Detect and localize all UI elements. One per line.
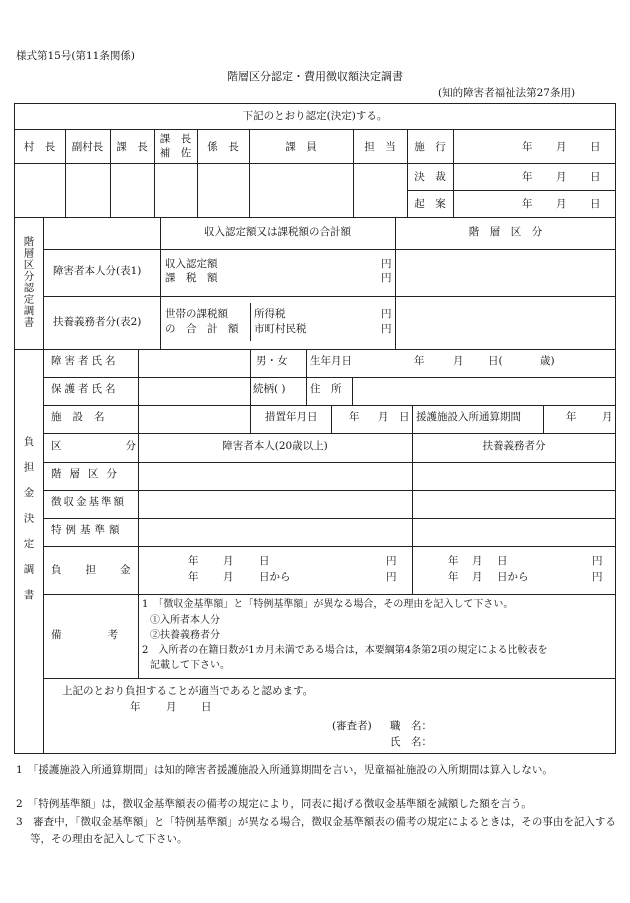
yen-unit: 円 [381, 323, 392, 335]
reviewer-label: (審査者) [332, 720, 372, 732]
municipal-tax-label: 市町村民税 [254, 323, 307, 335]
date-month: 月 [378, 411, 389, 423]
tax-amount-label: 課 税 額 [165, 272, 218, 284]
date-year: 年 [414, 355, 425, 367]
income-tax-label: 所得税 [254, 308, 286, 320]
date-year: 年 [522, 198, 533, 210]
date-year: 年 [188, 555, 199, 567]
top-caption: 下記のとおり認定(決定)する。 [242, 110, 388, 122]
footnote-1: 1 「援護施設入所通算期間」は知的障害者援護施設入所通算期間を言い，児童福祉施設の入所期間は算入しない。 [16, 764, 553, 776]
header-in-charge: 担 当 [364, 141, 396, 153]
approve-statement: 上記のとおり負担することが適当であると認めます。 [62, 685, 314, 697]
yen-unit: 円 [592, 571, 603, 583]
remarks-line-2: ①入所者本人分 [150, 615, 220, 626]
header-assistant-chief-2: 補 佐 [159, 147, 192, 159]
self-column-header: 障害者本人(20歳以上) [222, 440, 328, 452]
date-day: 日 [497, 555, 508, 567]
header-assistant-chief-1: 課 長 [159, 133, 192, 145]
col-grade-header: 階 層 区 分 [468, 226, 543, 238]
law-reference: (知的障害者福祉法第27条用) [438, 87, 576, 99]
date-month: 月 [166, 701, 177, 713]
remarks-line-3: ②扶養義務者分 [150, 630, 220, 641]
remarks-line-5: 記載して下さい。 [150, 660, 230, 671]
household-tax-label-2: の 合 計 額 [165, 323, 239, 335]
yen-unit: 円 [386, 571, 397, 583]
burden-amount-label: 負担金 [51, 564, 155, 576]
date-day: 日 [201, 701, 212, 713]
yen-unit: 円 [386, 555, 397, 567]
remarks-line-1: 1 「徴収金基準額」と「特例基準額」が異なる場合，その理由を記入して下さい。 [142, 599, 514, 610]
name-label: 氏 名： [390, 736, 432, 748]
date-month: 月 [472, 571, 483, 583]
action-decide: 決 裁 [414, 171, 446, 183]
date-from: 日から [497, 571, 529, 583]
header-deputy-chief: 副村長 [71, 141, 104, 153]
date-month: 月 [223, 555, 234, 567]
household-tax-label-1: 世帯の課税額 [165, 308, 228, 320]
header-staff: 課 員 [285, 141, 317, 153]
date-month: 月 [472, 555, 483, 567]
birthdate-label: 生年月日 [310, 355, 352, 367]
income-recognized-label: 収入認定額 [165, 258, 218, 270]
row-dependent-label: 扶養義務者分(表2) [53, 316, 142, 328]
date-year: 年 [522, 141, 533, 153]
yen-unit: 円 [381, 258, 392, 270]
age-open: 日( [488, 355, 503, 367]
header-section-chief: 課 長 [116, 141, 148, 153]
date-month: 月 [556, 171, 567, 183]
grade-side-label: 階層区分認定調書 [22, 236, 35, 328]
kubun-label: 区分 [51, 440, 200, 452]
action-enforce: 施 行 [414, 141, 446, 153]
guardian-name-label: 保護者氏名 [51, 383, 119, 395]
date-month: 月 [223, 571, 234, 583]
header-village-chief: 村 長 [23, 141, 56, 153]
relation-field: 続柄( ) [253, 383, 286, 395]
dependent-column-header: 扶養義務者分 [482, 440, 546, 452]
date-day: 日 [590, 171, 601, 183]
remarks-label: 備考 [51, 629, 164, 641]
date-year: 年 [349, 411, 360, 423]
header-chief: 係 長 [207, 141, 239, 153]
address-label: 住 所 [310, 383, 342, 395]
special-amount-label: 特例基準額 [51, 524, 124, 536]
col-income-header: 収入認定額又は課税額の合計額 [204, 226, 351, 238]
date-year: 年 [448, 555, 459, 567]
date-day: 日 [259, 555, 270, 567]
period-year: 年 [566, 411, 577, 423]
action-draft: 起 案 [414, 198, 446, 210]
sex-field: 男・女 [256, 355, 288, 367]
date-year: 年 [522, 171, 533, 183]
date-year: 年 [188, 571, 199, 583]
yen-unit: 円 [381, 308, 392, 320]
age-close: 歳) [540, 355, 555, 367]
footnote-2: 2 「特例基準額」は，徴収金基準額表の備考の規定により，同表に掲げる徴収金基準額を減額した額を言う。 [16, 798, 532, 810]
standard-amount-label: 徴収金基準額 [51, 496, 126, 508]
date-from: 日から [259, 571, 291, 583]
remarks-line-4: 2 入所者の在籍日数が1カ月未満である場合は，本要綱第4条第2項の規定による比較表を [142, 645, 548, 656]
date-year: 年 [448, 571, 459, 583]
date-day: 日 [590, 198, 601, 210]
period-month: 月 [602, 411, 613, 423]
burden-side-label: 負担金決定調書 [22, 436, 35, 615]
form-number: 様式第15号(第11条関係) [16, 50, 135, 62]
date-day: 日 [399, 411, 410, 423]
placement-date-label: 措置年月日 [265, 411, 318, 423]
date-month: 月 [556, 198, 567, 210]
yen-unit: 円 [381, 272, 392, 284]
yen-unit: 円 [592, 555, 603, 567]
disabled-name-label: 障害者氏名 [51, 355, 119, 367]
date-day: 日 [590, 141, 601, 153]
date-month: 月 [453, 355, 464, 367]
document-title: 階層区分認定・費用徴収額決定調書 [227, 70, 403, 83]
facility-name-label: 施設名 [51, 411, 116, 423]
grade-label: 階層区分 [51, 468, 125, 480]
footnote-3: 3 審査中，「徴収金基準額」と「特例基準額」が異なる場合，徴収金基準額表の備考の規定によるときは，その事由を記入する等，その理由を記入して下さい。 [16, 816, 616, 845]
post-label: 職 名： [390, 720, 432, 732]
row-self-label: 障害者本人分(表1) [53, 265, 142, 277]
date-month: 月 [556, 141, 567, 153]
facility-period-label: 援護施設入所通算期間 [416, 411, 521, 423]
date-year: 年 [130, 701, 141, 713]
